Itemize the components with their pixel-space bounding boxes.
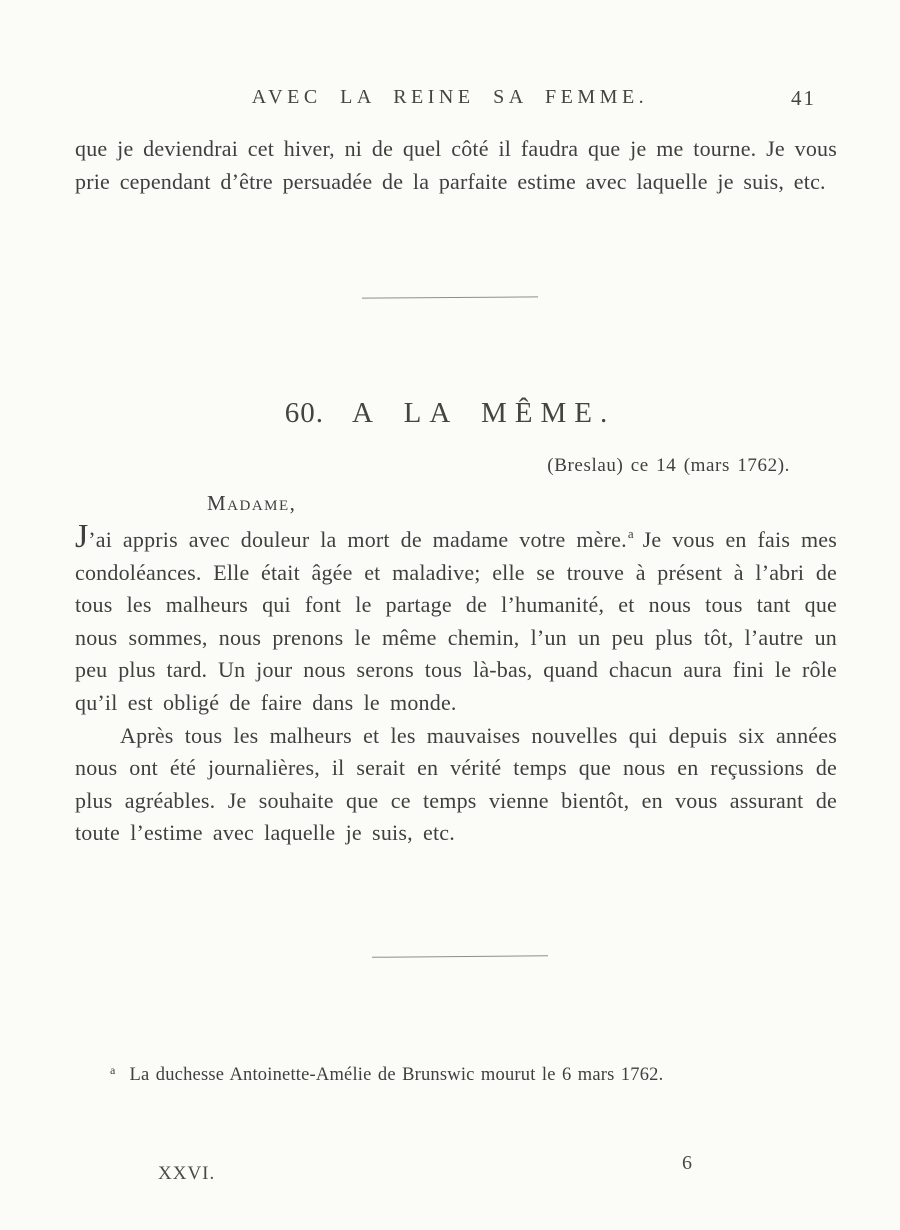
salutation: Madame, <box>207 491 297 515</box>
section-divider-top <box>362 296 538 298</box>
dateline: (Breslau) ce 14 (mars 1762). <box>547 455 790 476</box>
drop-cap-initial: J <box>75 518 89 555</box>
footnote-text: La duchesse Antoinette-Amélie de Brunswic mourut le 6 mars 1762. <box>129 1065 664 1085</box>
paragraph-1-text: ’ai appris avec douleur la mort de madame votre mère. <box>88 527 627 552</box>
footnote <box>110 1063 830 1086</box>
letter-title: A LA MÊME. <box>352 397 616 429</box>
running-header <box>0 86 900 109</box>
continuation-paragraph: que je deviendrai cet hiver, ni de quel côté il faudra que je me tourne. Je vous prie cependant d’être persuadée de la parfaite estime avec laquelle je suis, etc. <box>75 136 837 194</box>
letter-paragraph-2: Après tous les malheurs et les mauvaises nouvelles qui depuis six années nous ont été journalières, il serait en vérité temps que nous en reçussions de plus agréables. Je souhaite que ce temps vienne bientôt, en vous assurant de toute l’estime avec laquelle je suis, etc. <box>75 722 837 846</box>
sheet-number: 6 <box>682 1152 692 1174</box>
letter-paragraph-1 <box>75 518 837 720</box>
section-divider-bottom <box>372 955 548 958</box>
footnote-marker: a <box>110 1063 116 1077</box>
letter-number: 60. <box>284 397 325 429</box>
paragraph-1-text-continued: Je vous en fais mes condoléances. Elle était âgée et maladive; elle se trouve à présent à l’abri de tous les malheurs qui font le partage de l’humanité, et nous tous tant que nous sommes, nous prenons le même chemin, l’un un peu plus tôt, l’autre un peu plus tard. Un jour nous serons tous là-bas, quand chacun aura fini le rôle qu’il est obligé de faire dans le monde. <box>75 527 837 715</box>
letter-heading <box>0 397 900 430</box>
letter-body <box>75 518 837 850</box>
footnote-reference-marker: a <box>627 526 634 541</box>
running-header-title: AVEC LA REINE SA FEMME. <box>251 86 649 108</box>
signature-mark: XXVI. <box>158 1163 216 1184</box>
page-number: 41 <box>791 86 816 110</box>
